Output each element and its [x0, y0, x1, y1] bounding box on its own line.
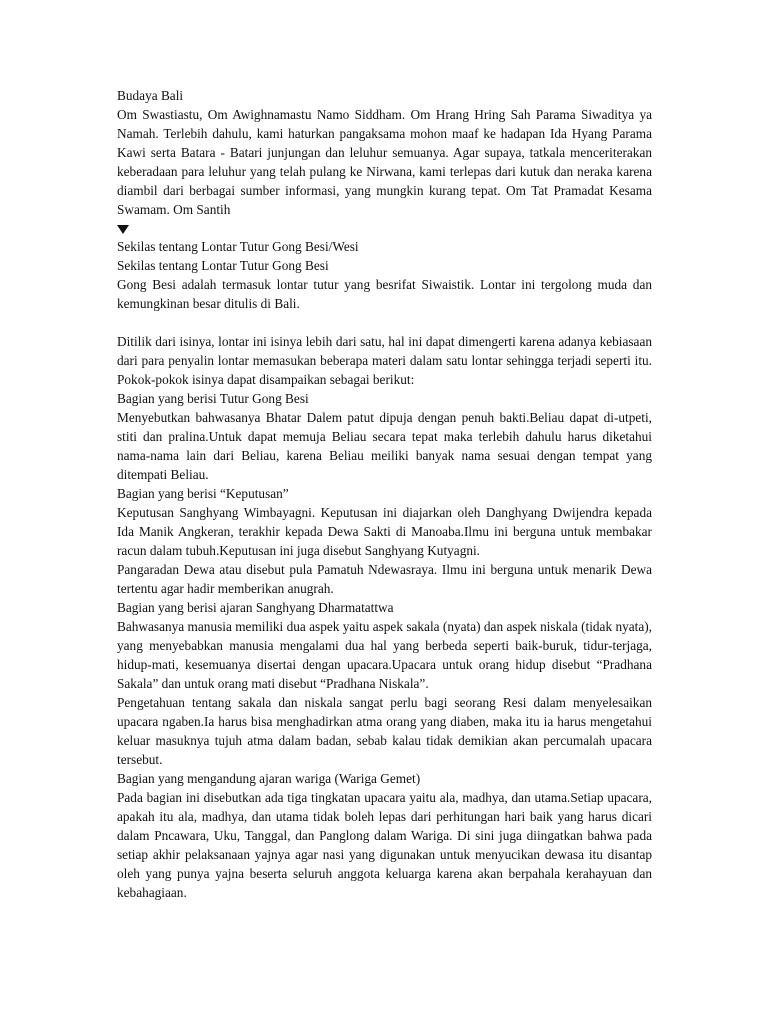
paragraph-gong-besi: Gong Besi adalah termasuk lontar tutur yang besrifat Siwaistik. Lontar ini tergolong muda dan kemungkinan besar ditulis di Bali.	[117, 277, 652, 311]
subheading-dharmatattwa: Bagian yang berisi ajaran Sanghyang Dharmatattwa	[117, 600, 394, 615]
collapse-triangle-icon[interactable]	[117, 225, 129, 234]
intro-paragraph: Om Swastiastu, Om Awighnamastu Namo Siddham. Om Hrang Hring Sah Parama Siwaditya ya Namah. Terlebih dahulu, kami haturkan pangaksama mohon maaf ke hadapan Ida Hyang Parama Kawi serta Batara - Batari junjungan dan leluhur semuanya. Agar supaya, tatkala menceriterakan keberadaan para leluhur yang telah pulang ke Nirwana, kami terlepas dari kutuk dan neraka karena diambil dari berbagai sumber informasi, yang mungkin kurang tepat. Om Tat Pramadat Kesama Swamam. Om Santih	[117, 107, 652, 217]
document-page	[117, 86, 652, 902]
document-title: Budaya Bali	[117, 88, 184, 103]
subheading-keputusan: Bagian yang berisi “Keputusan”	[117, 486, 289, 501]
paragraph-spacer	[117, 313, 652, 332]
subheading-tutur-gong-besi: Bagian yang berisi Tutur Gong Besi	[117, 391, 309, 406]
paragraph-bhatar-dalem: Menyebutkan bahwasanya Bhatar Dalem patut dipuja dengan penuh bakti.Beliau dapat di-utpeti, stiti dan pralina.Untuk dapat memuja Beliau secara tepat maka terlebih dahulu harus diketahui nama-nama lain dari Beliau, karena Beliau meiliki banyak nama sesuai dengan tempat yang ditempati Beliau.	[117, 410, 652, 482]
paragraph-ditilik: Ditilik dari isinya, lontar ini isinya lebih dari satu, hal ini dapat dimengerti karena adanya kebiasaan dari para penyalin lontar memasukan beberapa materi dalam satu lontar sehingga terjadi seperti itu. Pokok-pokok isinya dapat disampaikan sebagai berikut:	[117, 334, 652, 387]
paragraph-wimbayagni: Keputusan Sanghyang Wimbayagni. Keputusan ini diajarkan oleh Danghyang Dwijendra kepada Ida Manik Angkeran, terakhir kepada Dewa Sakti di Manoaba.Ilmu ini berguna untuk membakar racun dalam tubuh.Keputusan ini juga disebut Sanghyang Kutyagni.	[117, 505, 652, 558]
paragraph-sakala-niskala: Bahwasanya manusia memiliki dua aspek yaitu aspek sakala (nyata) dan aspek niskala (tidak nyata), yang menyebabkan manusia mengalami dua hal yang berbeda seperti baik-buruk, tidur-terjaga, hidup-mati, kesemuanya disertai dengan upacara.Upacara untuk orang hidup disebut “Pradhana Sakala” dan untuk orang mati disebut “Pradhana Niskala”.	[117, 619, 652, 691]
paragraph-pangaradan: Pangaradan Dewa atau disebut pula Pamatuh Ndewasraya. Ilmu ini berguna untuk menarik Dewa tertentu agar hadir memberikan anugrah.	[117, 562, 652, 596]
section-heading-gong-besi: Sekilas tentang Lontar Tutur Gong Besi	[117, 258, 329, 273]
subheading-wariga: Bagian yang mengandung ajaran wariga (Wariga Gemet)	[117, 771, 421, 786]
paragraph-wariga: Pada bagian ini disebutkan ada tiga tingkatan upacara yaitu ala, madhya, dan utama.Setiap upacara, apakah itu ala, madhya, dan utama tidak boleh lepas dari perhitungan hari baik yang harus dicari dalam Pncawara, Uku, Tanggal, dan Panglong dalam Wariga. Di sini juga diingatkan bahwa pada setiap akhir pelaksanaan yajnya agar nasi yang digunakan untuk menyucikan dewasa itu disantap oleh yang punya yajna beserta seluruh anggota keluarga karena akan berpahala kerahayuan dan kebahagiaan.	[117, 790, 652, 900]
section-heading-gong-besi-wesi: Sekilas tentang Lontar Tutur Gong Besi/Wesi	[117, 239, 359, 254]
paragraph-pengetahuan: Pengetahuan tentang sakala dan niskala sangat perlu bagi seorang Resi dalam menyelesaikan upacara ngaben.Ia harus bisa menghadirkan atma orang yang diaben, maka itu ia harus mengetahui keluar masuknya tujuh atma dalam badan, sebab kalau tidak demikian akan percumalah upacara tersebut.	[117, 695, 652, 767]
